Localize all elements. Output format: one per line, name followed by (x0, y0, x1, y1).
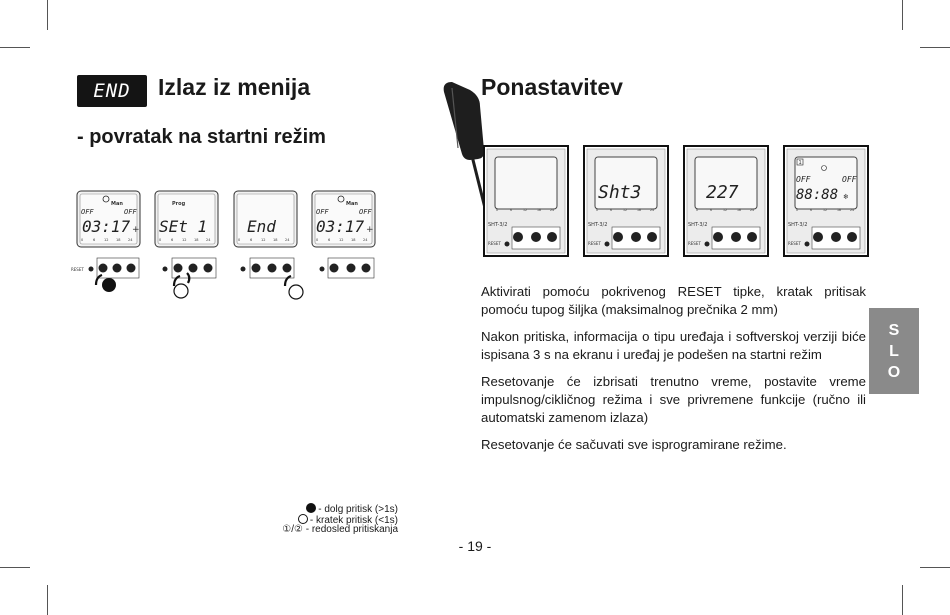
software-version-digits: 227 (706, 182, 739, 203)
reset-button[interactable] (605, 242, 610, 247)
all-segments-digits: 88:88 (796, 187, 839, 203)
channel-badge: 1 (798, 160, 802, 166)
device-type-digits: Sht3 (598, 182, 642, 203)
reset-label: RESET (488, 241, 501, 246)
relay-1-state: OFF (81, 208, 94, 216)
tick-label: 18 (351, 238, 356, 242)
tick-label: 12 (182, 238, 187, 242)
language-letter: S (888, 322, 900, 339)
tick-label: 12 (523, 208, 528, 212)
reset-button[interactable] (505, 242, 510, 247)
prog-label: Prog (172, 201, 186, 207)
control-button[interactable] (513, 232, 523, 242)
reset-device-4 (784, 146, 868, 256)
legend-short-press-text: - kratek pritisk (<1s) (309, 515, 398, 526)
tick-label: 0 (159, 238, 162, 242)
tick-label: 18 (637, 208, 642, 212)
control-button[interactable] (747, 232, 757, 242)
tick-label: 0 (796, 208, 799, 212)
relay-1-state: OFF (316, 208, 329, 216)
tick-label: 24 (285, 238, 290, 242)
tick-label: 0 (496, 208, 499, 212)
model-label: SHT-3/2 (488, 222, 508, 228)
tick-label: 6 (93, 238, 96, 242)
tick-label: 0 (316, 238, 319, 242)
control-button[interactable] (631, 232, 641, 242)
tick-label: 6 (510, 208, 513, 212)
control-button[interactable] (531, 232, 541, 242)
exit-menu-title: Izlaz iz menija (158, 74, 311, 100)
set-digits: SEt 1 (159, 217, 208, 236)
reset-effects-paragraph: Resetovanje će izbrisati trenutno vreme, postavite vreme impulsnog/cikličnog režima i sve privremene funkcije (ručno ili automatski zamenom izlaza) (481, 374, 866, 425)
time-digits: 03:17 (316, 217, 365, 236)
tick-label: 18 (737, 208, 742, 212)
tick-label: 18 (273, 238, 278, 242)
control-button[interactable] (713, 232, 723, 242)
page-number: - 19 - (458, 538, 492, 554)
tick-label: 18 (116, 238, 121, 242)
tick-label: 6 (610, 208, 613, 212)
reset-device-2 (584, 146, 668, 256)
legend-long-press-text: - dolg pritisk (>1s) (318, 504, 398, 515)
control-button[interactable] (847, 232, 857, 242)
sequence-symbols: ①/② (282, 524, 303, 535)
tick-label: 24 (650, 208, 655, 212)
reset-info-paragraph: Nakon pritiska, informacija o tipu uređaja i softverskoj verziji biće ispisana 3 s na ekranu i uređaj je podešen na startni režim (481, 329, 866, 362)
tick-label: 24 (206, 238, 211, 242)
language-tab (869, 308, 919, 394)
control-button[interactable] (613, 232, 623, 242)
reset-button[interactable] (705, 242, 710, 247)
reset-label: RESET (688, 241, 701, 246)
end-digits: End (247, 217, 276, 236)
reset-preserve-paragraph: Resetovanje će sačuvati sve isprogramirane režime. (481, 437, 787, 452)
model-label: SHT-3/2 (788, 222, 808, 228)
tick-label: 0 (81, 238, 84, 242)
tick-label: 6 (171, 238, 174, 242)
tick-label: 24 (750, 208, 755, 212)
language-letter: L (889, 343, 899, 360)
relay-2-state: OFF (842, 175, 857, 184)
mode-label: Man (111, 201, 123, 207)
plus-symbol: + (366, 225, 374, 235)
tick-label: 0 (238, 238, 241, 242)
control-button[interactable] (731, 232, 741, 242)
relay-2-state: OFF (359, 208, 372, 216)
end-badge-text: END (93, 80, 131, 102)
tick-label: 24 (363, 238, 368, 242)
time-digits: 03:17 (82, 217, 131, 236)
tick-label: 12 (339, 238, 344, 242)
reset-label: RESET (71, 267, 84, 272)
tick-label: 6 (250, 238, 253, 242)
control-button[interactable] (831, 232, 841, 242)
tick-label: 24 (850, 208, 855, 212)
tick-label: 12 (261, 238, 266, 242)
relay-2-state: OFF (124, 208, 137, 216)
tick-label: 12 (623, 208, 628, 212)
relay-1-state: OFF (796, 175, 811, 184)
control-button[interactable] (813, 232, 823, 242)
plus-symbol: + (132, 225, 140, 235)
reset-button[interactable] (805, 242, 810, 247)
model-label: SHT-3/2 (588, 222, 608, 228)
tick-label: 24 (128, 238, 133, 242)
tick-label: 6 (810, 208, 813, 212)
reset-label: RESET (788, 241, 801, 246)
tick-label: 0 (696, 208, 699, 212)
snowflake-icon: ❄ (843, 193, 849, 201)
reset-device-3 (684, 146, 768, 256)
reset-instruction-paragraph: Aktivirati pomoću pokrivenog RESET tipke, kratak pritisak pomoću tupog šiljka (maksimalnog prečnika 2 mm) (481, 284, 866, 317)
tick-label: 6 (328, 238, 331, 242)
language-letter: O (887, 364, 901, 381)
tick-label: 24 (550, 208, 555, 212)
tick-label: 12 (823, 208, 828, 212)
reset-device-1 (484, 146, 568, 256)
reset-label: RESET (588, 241, 601, 246)
tick-label: 18 (194, 238, 199, 242)
tick-label: 6 (710, 208, 713, 212)
tick-label: 18 (537, 208, 542, 212)
legend-sequence-text: - redosled pritiskanja (305, 524, 398, 535)
tick-label: 0 (596, 208, 599, 212)
model-label: SHT-3/2 (688, 222, 708, 228)
reset-section-title: Ponastavitev (481, 74, 623, 100)
tick-label: 12 (104, 238, 109, 242)
control-button[interactable] (647, 232, 657, 242)
tick-label: 18 (837, 208, 842, 212)
exit-menu-subtitle: - povratak na startni režim (77, 126, 326, 148)
tick-label: 12 (723, 208, 728, 212)
mode-label: Man (346, 201, 358, 207)
control-button[interactable] (547, 232, 557, 242)
